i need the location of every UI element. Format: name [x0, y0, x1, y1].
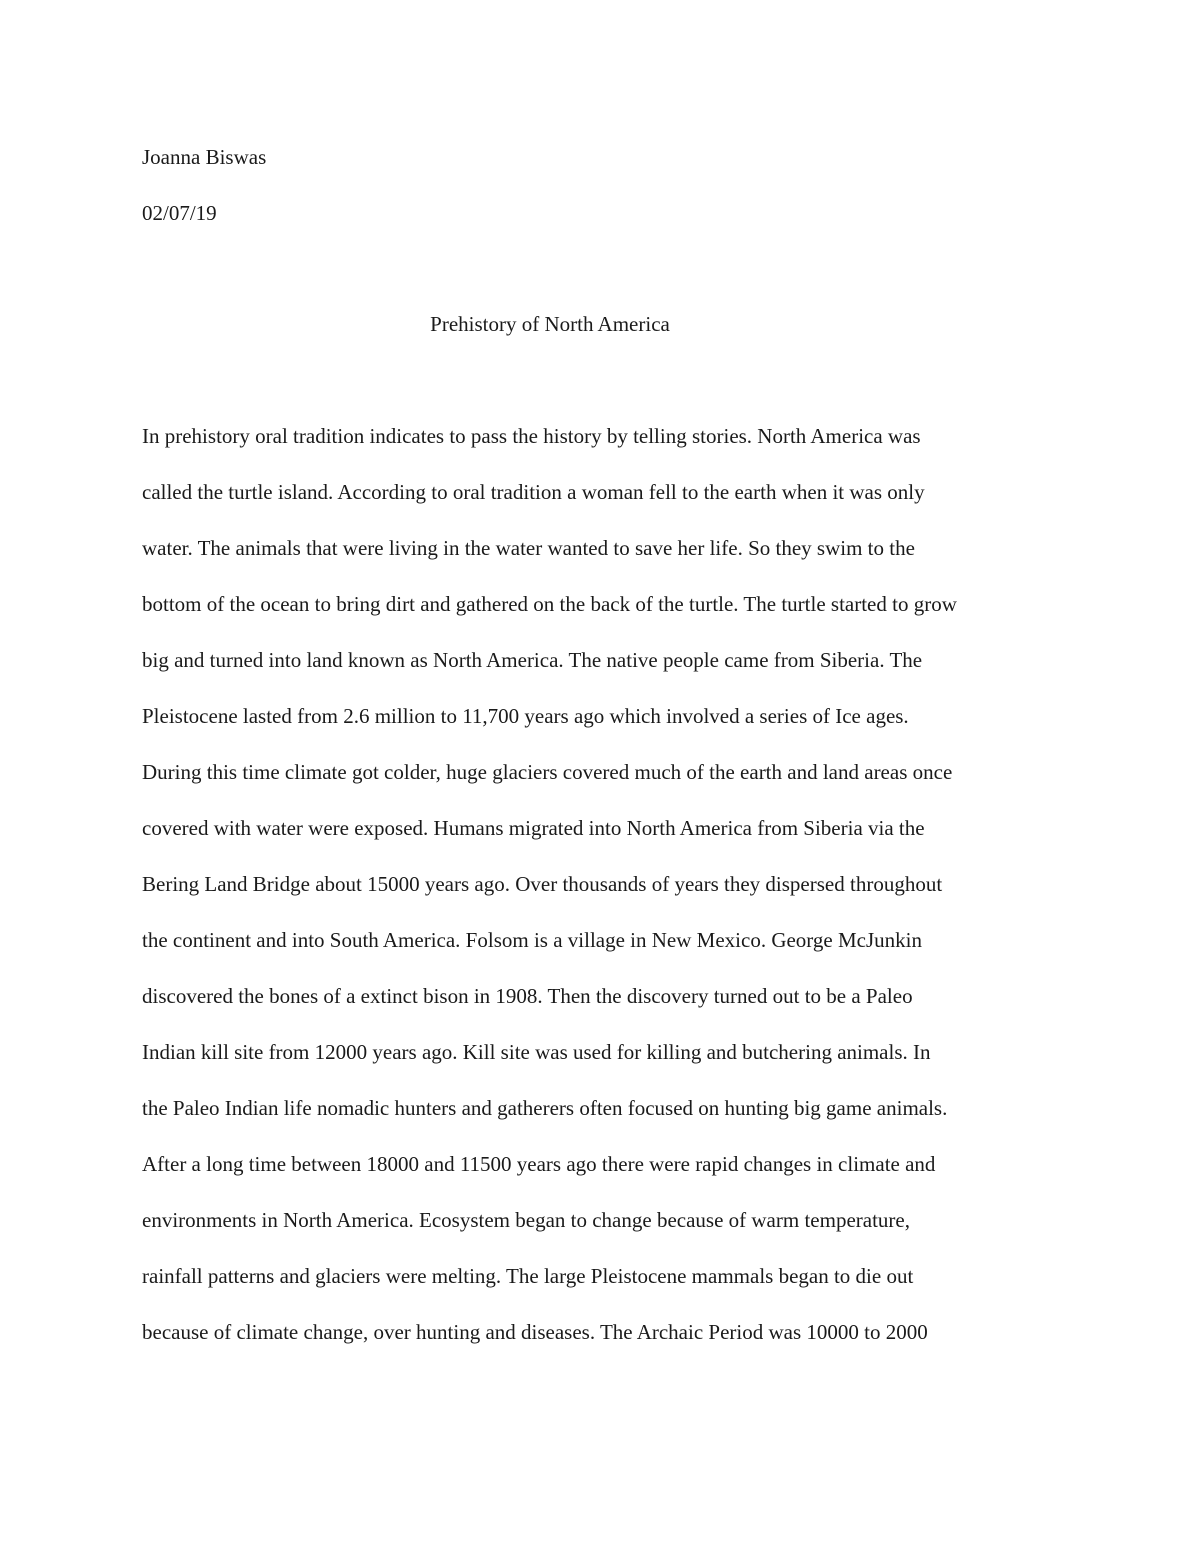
body-line: big and turned into land known as North America. The native people came from Siberia. The [142, 648, 923, 672]
body-line: In prehistory oral tradition indicates to pass the history by telling stories. North America was [142, 424, 921, 448]
body-line: bottom of the ocean to bring dirt and gathered on the back of the turtle. The turtle started to grow [142, 592, 957, 616]
body-line: Indian kill site from 12000 years ago. Kill site was used for killing and butchering animals. In [142, 1040, 931, 1064]
body-line: environments in North America. Ecosystem began to change because of warm temperature, [142, 1208, 910, 1232]
body-paragraph [142, 421, 1072, 1373]
body-line: After a long time between 18000 and 11500 years ago there were rapid changes in climate and [142, 1152, 936, 1176]
body-line: Pleistocene lasted from 2.6 million to 11,700 years ago which involved a series of Ice ages. [142, 704, 909, 728]
body-line: the continent and into South America. Folsom is a village in New Mexico. George McJunkin [142, 928, 922, 952]
body-line: Bering Land Bridge about 15000 years ago. Over thousands of years they dispersed throughout [142, 872, 943, 896]
body-line: rainfall patterns and glaciers were melting. The large Pleistocene mammals began to die out [142, 1264, 914, 1288]
body-line: covered with water were exposed. Humans migrated into North America from Siberia via the [142, 816, 925, 840]
document-date: 02/07/19 [142, 201, 217, 225]
body-line: called the turtle island. According to oral tradition a woman fell to the earth when it was only [142, 480, 925, 504]
body-line: During this time climate got colder, huge glaciers covered much of the earth and land areas once [142, 760, 953, 784]
body-line: the Paleo Indian life nomadic hunters and gatherers often focused on hunting big game animals. [142, 1096, 948, 1120]
author-name: Joanna Biswas [142, 145, 267, 169]
body-line: because of climate change, over hunting and diseases. The Archaic Period was 10000 to 2000 [142, 1320, 928, 1344]
document-title: Prehistory of North America [430, 312, 670, 336]
body-line: discovered the bones of a extinct bison in 1908. Then the discovery turned out to be a Paleo [142, 984, 913, 1008]
body-line: water. The animals that were living in the water wanted to save her life. So they swim to the [142, 536, 915, 560]
